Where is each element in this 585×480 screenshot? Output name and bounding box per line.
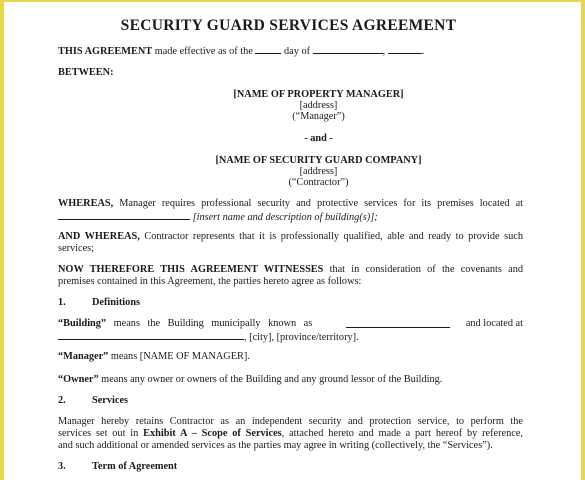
services-line1: Manager hereby retains Contractor as an independent security and protection service, to perform the bbox=[58, 416, 523, 427]
effective-month-blank[interactable] bbox=[313, 44, 383, 54]
def-owner bbox=[58, 374, 442, 387]
whereas1-line2 bbox=[58, 210, 378, 225]
services-line2-c: , attached hereto and made a part hereof by reference, bbox=[281, 428, 523, 439]
def-building-term: “Building” bbox=[58, 318, 107, 329]
def-building-located: and located at bbox=[465, 318, 523, 329]
effective-year-blank[interactable] bbox=[388, 44, 422, 54]
building-known-as-blank-wrap bbox=[346, 318, 450, 333]
and-separator: - and - bbox=[304, 133, 333, 144]
intro-lead: THIS AGREEMENT bbox=[58, 46, 153, 57]
now-therefore-line1 bbox=[58, 264, 523, 277]
whereas1-line1 bbox=[58, 198, 523, 211]
def-building-text: means the Building municipally known as bbox=[106, 318, 313, 329]
intro-end: . bbox=[421, 46, 425, 57]
def-owner-text: means any owner or owners of the Building and any ground lessor of the Building. bbox=[98, 374, 443, 385]
whereas1-insert: [insert name and description of building(s)]; bbox=[192, 212, 378, 223]
intro-line: THIS AGREEMENT made effective as of the day of , . bbox=[58, 46, 425, 57]
intro-text: made effective as of the bbox=[152, 46, 256, 57]
def-manager bbox=[58, 351, 250, 364]
def-manager-term: “Manager” bbox=[58, 351, 109, 362]
intro-mid: day of bbox=[281, 46, 313, 57]
contractor-name: [NAME OF SECURITY GUARD COMPANY] bbox=[215, 155, 422, 166]
services-line2-a: services set out in bbox=[58, 428, 144, 439]
exhibit-a-reference: Exhibit A – Scope of Services bbox=[143, 428, 282, 439]
document-title: SECURITY GUARD SERVICES AGREEMENT bbox=[120, 17, 457, 34]
whereas2-line1 bbox=[58, 231, 523, 244]
def-building-line1 bbox=[58, 318, 523, 331]
section-title: Term of Agreement bbox=[92, 461, 178, 472]
now-therefore-lead: NOW THEREFORE THIS AGREEMENT WITNESSES bbox=[58, 264, 324, 275]
def-manager-text: means [NAME OF MANAGER]. bbox=[108, 351, 250, 362]
section-number: 1. bbox=[58, 297, 66, 308]
contractor-alias: (“Contractor”) bbox=[288, 177, 349, 188]
effective-day-blank[interactable] bbox=[255, 44, 281, 54]
section-title: Services bbox=[92, 395, 129, 406]
whereas1-text: Manager requires professional security and protective services for its premises located at bbox=[113, 198, 523, 209]
manager-alias: (“Manager”) bbox=[292, 111, 345, 122]
now-therefore-line2: premises contained in this Agreement, the parties hereto agree as follows: bbox=[58, 276, 362, 287]
section-heading-term bbox=[58, 461, 177, 474]
services-line2 bbox=[58, 428, 523, 441]
services-line3: and such additional or amended services as the parties may agree in writing (collectively, the “Services”). bbox=[58, 440, 493, 451]
building-description-blank[interactable] bbox=[58, 210, 190, 220]
whereas2-text: Contractor represents that it is professionally qualified, able and ready to provide such bbox=[139, 231, 524, 242]
def-building-tail: , [city], [province/territory]. bbox=[244, 332, 359, 343]
section-title: Definitions bbox=[92, 297, 141, 308]
section-number: 2. bbox=[58, 395, 66, 406]
building-address-blank[interactable] bbox=[58, 330, 244, 340]
whereas1-lead: WHEREAS, bbox=[58, 198, 114, 209]
building-known-as-blank[interactable] bbox=[346, 318, 450, 328]
section-heading-services bbox=[58, 395, 128, 408]
now-therefore-text: that in consideration of the covenants and bbox=[323, 264, 523, 275]
contractor-address: [address] bbox=[299, 166, 338, 177]
section-number: 3. bbox=[58, 461, 66, 472]
def-building-line2 bbox=[58, 330, 359, 345]
manager-name: [NAME OF PROPERTY MANAGER] bbox=[233, 89, 404, 100]
manager-address: [address] bbox=[299, 100, 338, 111]
section-heading-definitions bbox=[58, 297, 140, 310]
whereas2-lead: AND WHEREAS, bbox=[58, 231, 140, 242]
whereas2-line2: services; bbox=[58, 243, 95, 254]
between-label: BETWEEN: bbox=[58, 67, 114, 78]
def-owner-term: “Owner” bbox=[58, 374, 99, 385]
